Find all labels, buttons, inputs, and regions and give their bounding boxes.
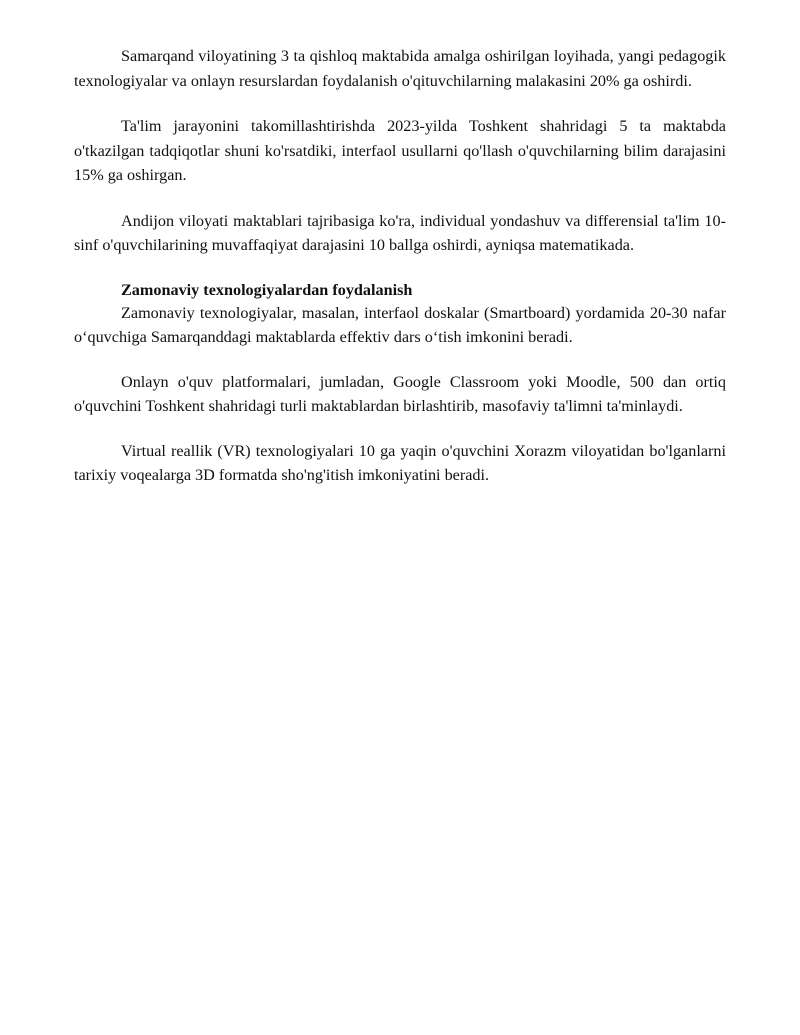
paragraph-toshkent-research: Ta'lim jarayonini takomillashtirishda 2023-yilda Toshkent shahridagi 5 ta maktabda o'tkazilgan tadqiqotlar shuni ko'rsatdiki, interfaol usullarni qo'llash o'quvchilarning bilim darajasini 15% ga oshirgan.: [74, 117, 726, 184]
paragraph-online-platforms: Onlayn o'quv platformalari, jumladan, Google Classroom yoki Moodle, 500 dan ortiq o'quvchini Toshkent shahridagi turli maktablardan birlashtirib, masofaviy ta'limni ta'minlaydi.: [74, 372, 726, 415]
document-page: [74, 44, 726, 508]
paragraph-smartboard: Zamonaviy texnologiyalar, masalan, interfaol doskalar (Smartboard) yordamida 20-30 nafar oʻquvchiga Samarqanddagi maktablarda effektiv dars oʻtish imkonini beradi.: [74, 303, 726, 346]
paragraph-andijon-experience: Andijon viloyati maktablari tajribasiga ko'ra, individual yondashuv va differensial ta'lim 10-sinf o'quvchilarining muvaffaqiyat darajasini 10 ballga oshirdi, ayniqsa matematikada.: [74, 211, 726, 254]
paragraph-samarqand-project: Samarqand viloyatining 3 ta qishloq maktabida amalga oshirilgan loyihada, yangi pedagogik texnologiyalar va onlayn resurslardan foydalanish o'qituvchilarning malakasini 20% ga oshirdi.: [74, 47, 726, 90]
section-heading: Zamonaviy texnologiyalardan foydalanish: [121, 280, 413, 299]
paragraph-virtual-reality: Virtual reallik (VR) texnologiyalari 10 ga yaqin o'quvchini Xorazm viloyatidan bo'lganlarni tarixiy voqealarga 3D formatda sho'ng'itish imkoniyatini beradi.: [74, 441, 726, 484]
